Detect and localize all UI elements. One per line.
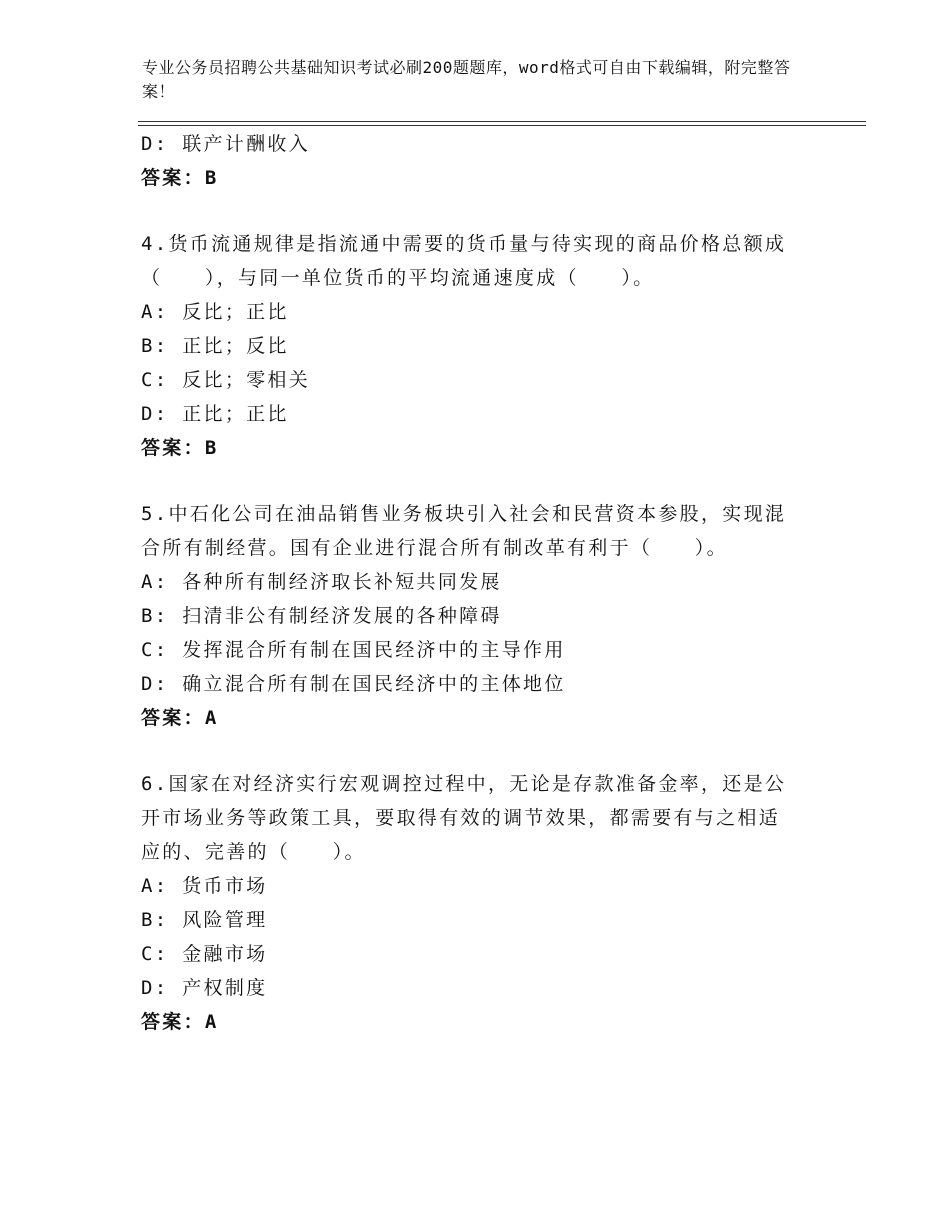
page-header: 专业公务员招聘公共基础知识考试必刷200题题库，word格式可自由下载编辑，附完整答案！: [142, 58, 791, 101]
option-c: C: 发挥混合所有制在国民经济中的主导作用: [141, 639, 566, 661]
header-divider-bottom: [138, 125, 866, 126]
option-d: D: 联产计酬收入: [141, 133, 311, 155]
question-text: 6.国家在对经济实行宏观调控过程中，无论是存款准备金率，还是公开市场业务等政策工具，要取得有效的调节效果，都需要有与之相适应的、完善的（ ）。: [141, 773, 787, 863]
option-c: C: 金融市场: [141, 943, 268, 965]
option-d: D: 正比；正比: [141, 403, 289, 425]
spacer: [141, 465, 811, 497]
spacer: [141, 195, 811, 227]
option-d: D: 产权制度: [141, 977, 268, 999]
option-a: A: 货币市场: [141, 875, 268, 897]
option-b: B: 风险管理: [141, 909, 268, 931]
option-b: B: 扫清非公有制经济发展的各种障碍: [141, 605, 502, 627]
option-c: C: 反比；零相关: [141, 369, 311, 391]
question-text: 5.中石化公司在油品销售业务板块引入社会和民营资本参股，实现混合所有制经营。国有企业进行混合所有制改革有利于（ ）。: [141, 503, 787, 559]
option-d: D: 确立混合所有制在国民经济中的主体地位: [141, 673, 566, 695]
answer-label: 答案：A: [141, 1011, 219, 1033]
answer-label: 答案：B: [141, 167, 219, 189]
header-divider-top: [138, 121, 866, 122]
option-a: A: 反比；正比: [141, 301, 289, 323]
question-block: [141, 767, 811, 1039]
question-content: [141, 127, 811, 1039]
question-block: [141, 497, 811, 735]
question-text: 4.货币流通规律是指流通中需要的货币量与待实现的商品价格总额成（ ），与同一单位货币的平均流通速度成（ ）。: [141, 233, 787, 289]
question-block: [141, 227, 811, 465]
option-b: B: 正比；反比: [141, 335, 289, 357]
answer-label: 答案：A: [141, 707, 219, 729]
option-a: A: 各种所有制经济取长补短共同发展: [141, 571, 502, 593]
answer-label: 答案：B: [141, 437, 219, 459]
spacer: [141, 735, 811, 767]
